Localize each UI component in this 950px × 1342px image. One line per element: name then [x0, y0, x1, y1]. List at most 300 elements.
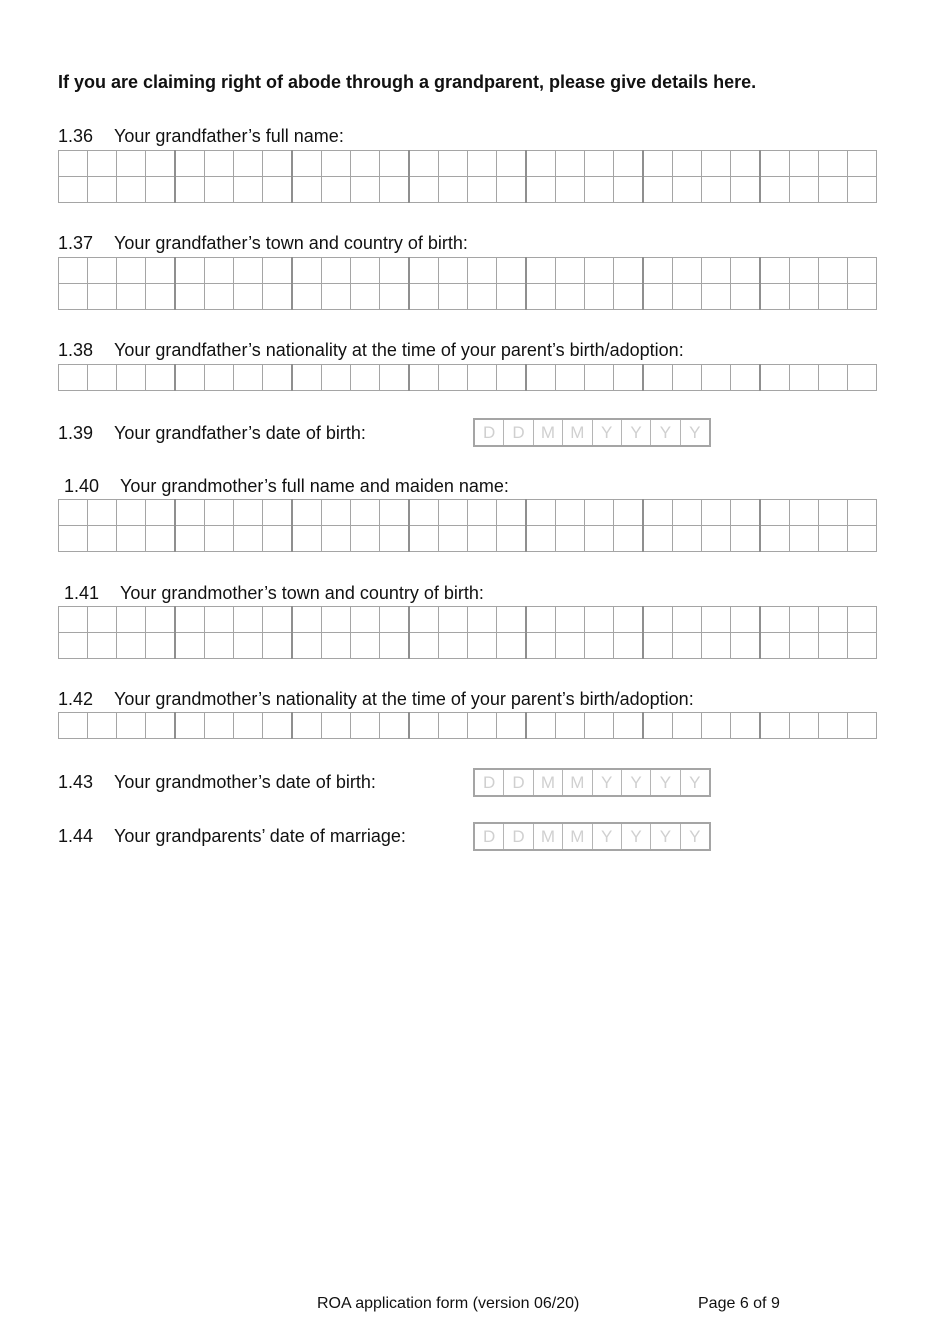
letter-cell[interactable] [205, 258, 234, 284]
grandmother-dob-field[interactable] [473, 768, 711, 797]
letter-cell[interactable] [409, 526, 439, 552]
letter-cell[interactable] [88, 258, 117, 284]
letter-cell[interactable] [731, 365, 761, 391]
letter-cell[interactable] [117, 365, 146, 391]
letter-cell[interactable] [497, 284, 527, 310]
letter-cell[interactable] [205, 151, 234, 177]
letter-cell[interactable] [790, 177, 819, 203]
letter-cell[interactable] [175, 258, 205, 284]
letter-cell[interactable] [234, 607, 263, 633]
letter-cell[interactable] [322, 607, 351, 633]
letter-cell[interactable] [848, 284, 877, 310]
letter-cell[interactable] [146, 713, 176, 739]
letter-cell[interactable] [673, 500, 702, 526]
letter-cell[interactable] [59, 713, 88, 739]
letter-cell[interactable] [322, 713, 351, 739]
letter-cell[interactable] [614, 177, 644, 203]
date-digit-cell[interactable]: D [483, 827, 496, 846]
letter-cell[interactable] [205, 284, 234, 310]
letter-cell[interactable] [585, 258, 614, 284]
letter-cell[interactable] [526, 526, 556, 552]
letter-cell[interactable] [175, 365, 205, 391]
letter-cell[interactable] [497, 258, 527, 284]
letter-cell[interactable] [585, 633, 614, 659]
grandmother-birthplace-grid[interactable] [58, 606, 877, 659]
letter-cell[interactable] [234, 284, 263, 310]
letter-cell[interactable] [614, 284, 644, 310]
letter-cell[interactable] [790, 526, 819, 552]
letter-cell[interactable] [234, 500, 263, 526]
letter-cell[interactable] [59, 607, 88, 633]
letter-cell[interactable] [88, 607, 117, 633]
letter-cell[interactable] [614, 713, 644, 739]
letter-cell[interactable] [731, 713, 761, 739]
letter-cell[interactable] [351, 151, 380, 177]
letter-cell[interactable] [643, 177, 673, 203]
letter-cell[interactable] [351, 177, 380, 203]
letter-cell[interactable] [673, 365, 702, 391]
date-digit-cell[interactable]: Y [680, 824, 709, 849]
letter-cell[interactable] [497, 713, 527, 739]
letter-cell[interactable] [585, 177, 614, 203]
letter-cell[interactable] [117, 151, 146, 177]
letter-cell[interactable] [468, 151, 497, 177]
letter-cell[interactable] [468, 365, 497, 391]
letter-cell[interactable] [585, 526, 614, 552]
letter-cell[interactable] [175, 177, 205, 203]
letter-cell[interactable] [819, 500, 848, 526]
letter-cell[interactable] [263, 258, 293, 284]
grandfather-full-name-grid[interactable] [58, 150, 877, 203]
letter-cell[interactable] [205, 500, 234, 526]
letter-cell[interactable] [468, 607, 497, 633]
letter-cell[interactable] [322, 633, 351, 659]
letter-cell[interactable] [380, 151, 410, 177]
letter-cell[interactable] [790, 500, 819, 526]
letter-cell[interactable] [117, 713, 146, 739]
letter-cell[interactable] [351, 500, 380, 526]
letter-cell[interactable] [146, 284, 176, 310]
letter-cell[interactable] [59, 526, 88, 552]
date-digit-cell[interactable]: Y [592, 770, 621, 795]
letter-cell[interactable] [263, 151, 293, 177]
letter-cell[interactable] [790, 258, 819, 284]
letter-cell[interactable] [760, 365, 790, 391]
letter-cell[interactable] [526, 633, 556, 659]
letter-cell[interactable] [234, 526, 263, 552]
letter-cell[interactable] [760, 151, 790, 177]
letter-cell[interactable] [819, 607, 848, 633]
letter-cell[interactable] [614, 526, 644, 552]
letter-cell[interactable] [263, 284, 293, 310]
letter-cell[interactable] [468, 177, 497, 203]
letter-cell[interactable] [263, 607, 293, 633]
letter-cell[interactable] [643, 713, 673, 739]
letter-cell[interactable] [556, 633, 585, 659]
letter-cell[interactable] [175, 284, 205, 310]
letter-cell[interactable] [731, 633, 761, 659]
letter-cell[interactable] [351, 633, 380, 659]
letter-cell[interactable] [673, 151, 702, 177]
letter-cell[interactable] [468, 713, 497, 739]
letter-cell[interactable] [614, 633, 644, 659]
letter-cell[interactable] [556, 365, 585, 391]
letter-cell[interactable] [731, 258, 761, 284]
letter-cell[interactable] [409, 633, 439, 659]
letter-cell[interactable] [790, 151, 819, 177]
letter-cell[interactable] [380, 713, 410, 739]
marriage-date-field[interactable] [473, 822, 711, 851]
letter-cell[interactable] [526, 177, 556, 203]
letter-cell[interactable] [819, 177, 848, 203]
letter-cell[interactable] [351, 713, 380, 739]
letter-cell[interactable] [848, 607, 877, 633]
letter-cell[interactable] [263, 177, 293, 203]
letter-cell[interactable] [263, 500, 293, 526]
letter-cell[interactable] [731, 177, 761, 203]
letter-cell[interactable] [322, 284, 351, 310]
date-digit-cell[interactable]: D [503, 770, 532, 795]
letter-cell[interactable] [146, 607, 176, 633]
date-digit-cell[interactable]: M [562, 420, 591, 445]
letter-cell[interactable] [117, 177, 146, 203]
letter-cell[interactable] [322, 526, 351, 552]
letter-cell[interactable] [643, 526, 673, 552]
letter-cell[interactable] [175, 151, 205, 177]
date-digit-cell[interactable]: Y [650, 824, 679, 849]
letter-cell[interactable] [409, 151, 439, 177]
letter-cell[interactable] [292, 607, 322, 633]
letter-cell[interactable] [292, 365, 322, 391]
letter-cell[interactable] [146, 526, 176, 552]
letter-cell[interactable] [380, 365, 410, 391]
letter-cell[interactable] [117, 258, 146, 284]
letter-cell[interactable] [819, 365, 848, 391]
letter-cell[interactable] [790, 284, 819, 310]
letter-cell[interactable] [702, 365, 731, 391]
letter-cell[interactable] [439, 284, 468, 310]
letter-cell[interactable] [556, 526, 585, 552]
date-digit-cell[interactable]: Y [621, 420, 650, 445]
letter-cell[interactable] [614, 365, 644, 391]
letter-cell[interactable] [556, 284, 585, 310]
letter-cell[interactable] [146, 151, 176, 177]
letter-cell[interactable] [702, 258, 731, 284]
date-digit-cell[interactable]: D [503, 420, 532, 445]
letter-cell[interactable] [556, 713, 585, 739]
date-digit-cell[interactable]: D [503, 824, 532, 849]
letter-cell[interactable] [380, 607, 410, 633]
letter-cell[interactable] [643, 500, 673, 526]
letter-cell[interactable] [468, 284, 497, 310]
letter-cell[interactable] [380, 500, 410, 526]
grandfather-dob-field[interactable] [473, 418, 711, 447]
letter-cell[interactable] [526, 151, 556, 177]
date-digit-cell[interactable]: M [562, 770, 591, 795]
letter-cell[interactable] [205, 365, 234, 391]
letter-cell[interactable] [643, 633, 673, 659]
date-digit-cell[interactable]: Y [592, 824, 621, 849]
letter-cell[interactable] [292, 526, 322, 552]
letter-cell[interactable] [819, 151, 848, 177]
letter-cell[interactable] [526, 713, 556, 739]
letter-cell[interactable] [146, 258, 176, 284]
letter-cell[interactable] [848, 526, 877, 552]
letter-cell[interactable] [760, 607, 790, 633]
letter-cell[interactable] [760, 713, 790, 739]
date-digit-cell[interactable]: M [562, 824, 591, 849]
letter-cell[interactable] [263, 713, 293, 739]
letter-cell[interactable] [263, 365, 293, 391]
letter-cell[interactable] [234, 151, 263, 177]
letter-cell[interactable] [673, 713, 702, 739]
letter-cell[interactable] [497, 500, 527, 526]
letter-cell[interactable] [322, 365, 351, 391]
letter-cell[interactable] [175, 633, 205, 659]
date-digit-cell[interactable]: Y [592, 420, 621, 445]
letter-cell[interactable] [760, 284, 790, 310]
date-digit-cell[interactable]: Y [680, 770, 709, 795]
letter-cell[interactable] [292, 151, 322, 177]
date-digit-cell[interactable]: Y [680, 420, 709, 445]
letter-cell[interactable] [614, 500, 644, 526]
letter-cell[interactable] [731, 500, 761, 526]
letter-cell[interactable] [673, 607, 702, 633]
letter-cell[interactable] [409, 713, 439, 739]
letter-cell[interactable] [790, 365, 819, 391]
letter-cell[interactable] [439, 177, 468, 203]
letter-cell[interactable] [88, 500, 117, 526]
letter-cell[interactable] [234, 713, 263, 739]
letter-cell[interactable] [702, 151, 731, 177]
letter-cell[interactable] [322, 500, 351, 526]
date-digit-cell[interactable]: D [483, 423, 496, 442]
letter-cell[interactable] [351, 365, 380, 391]
letter-cell[interactable] [497, 365, 527, 391]
letter-cell[interactable] [760, 633, 790, 659]
letter-cell[interactable] [146, 365, 176, 391]
letter-cell[interactable] [439, 151, 468, 177]
letter-cell[interactable] [175, 526, 205, 552]
letter-cell[interactable] [263, 526, 293, 552]
letter-cell[interactable] [643, 607, 673, 633]
letter-cell[interactable] [439, 633, 468, 659]
letter-cell[interactable] [59, 365, 88, 391]
letter-cell[interactable] [702, 713, 731, 739]
letter-cell[interactable] [526, 365, 556, 391]
date-digit-cell[interactable]: M [533, 770, 562, 795]
date-digit-cell[interactable]: Y [650, 770, 679, 795]
letter-cell[interactable] [585, 151, 614, 177]
grandmother-nationality-grid[interactable] [58, 712, 877, 739]
letter-cell[interactable] [526, 607, 556, 633]
letter-cell[interactable] [585, 500, 614, 526]
letter-cell[interactable] [731, 526, 761, 552]
letter-cell[interactable] [643, 284, 673, 310]
letter-cell[interactable] [234, 258, 263, 284]
letter-cell[interactable] [175, 500, 205, 526]
letter-cell[interactable] [760, 526, 790, 552]
letter-cell[interactable] [380, 177, 410, 203]
date-digit-cell[interactable]: M [533, 420, 562, 445]
letter-cell[interactable] [205, 526, 234, 552]
letter-cell[interactable] [117, 284, 146, 310]
letter-cell[interactable] [848, 151, 877, 177]
letter-cell[interactable] [702, 633, 731, 659]
letter-cell[interactable] [439, 258, 468, 284]
letter-cell[interactable] [351, 607, 380, 633]
letter-cell[interactable] [731, 284, 761, 310]
letter-cell[interactable] [468, 258, 497, 284]
letter-cell[interactable] [263, 633, 293, 659]
letter-cell[interactable] [585, 713, 614, 739]
letter-cell[interactable] [497, 177, 527, 203]
letter-cell[interactable] [175, 607, 205, 633]
letter-cell[interactable] [702, 284, 731, 310]
letter-cell[interactable] [59, 500, 88, 526]
letter-cell[interactable] [848, 365, 877, 391]
letter-cell[interactable] [702, 526, 731, 552]
letter-cell[interactable] [292, 713, 322, 739]
letter-cell[interactable] [88, 177, 117, 203]
letter-cell[interactable] [643, 151, 673, 177]
letter-cell[interactable] [760, 258, 790, 284]
letter-cell[interactable] [205, 633, 234, 659]
letter-cell[interactable] [819, 526, 848, 552]
letter-cell[interactable] [59, 258, 88, 284]
letter-cell[interactable] [497, 526, 527, 552]
letter-cell[interactable] [409, 607, 439, 633]
letter-cell[interactable] [526, 500, 556, 526]
letter-cell[interactable] [556, 151, 585, 177]
letter-cell[interactable] [643, 258, 673, 284]
letter-cell[interactable] [819, 713, 848, 739]
letter-cell[interactable] [380, 633, 410, 659]
letter-cell[interactable] [643, 365, 673, 391]
letter-cell[interactable] [819, 633, 848, 659]
date-digit-cell[interactable]: M [533, 824, 562, 849]
letter-cell[interactable] [409, 500, 439, 526]
letter-cell[interactable] [556, 177, 585, 203]
letter-cell[interactable] [497, 607, 527, 633]
grandmother-full-name-grid[interactable] [58, 499, 877, 552]
letter-cell[interactable] [497, 151, 527, 177]
letter-cell[interactable] [585, 607, 614, 633]
letter-cell[interactable] [205, 177, 234, 203]
letter-cell[interactable] [409, 177, 439, 203]
letter-cell[interactable] [790, 713, 819, 739]
letter-cell[interactable] [673, 633, 702, 659]
letter-cell[interactable] [322, 177, 351, 203]
letter-cell[interactable] [234, 177, 263, 203]
letter-cell[interactable] [556, 607, 585, 633]
letter-cell[interactable] [88, 713, 117, 739]
letter-cell[interactable] [380, 526, 410, 552]
grandfather-nationality-grid[interactable] [58, 364, 877, 391]
letter-cell[interactable] [673, 284, 702, 310]
letter-cell[interactable] [702, 607, 731, 633]
letter-cell[interactable] [468, 500, 497, 526]
letter-cell[interactable] [234, 633, 263, 659]
letter-cell[interactable] [585, 284, 614, 310]
letter-cell[interactable] [439, 365, 468, 391]
letter-cell[interactable] [205, 713, 234, 739]
letter-cell[interactable] [117, 607, 146, 633]
letter-cell[interactable] [234, 365, 263, 391]
letter-cell[interactable] [731, 607, 761, 633]
grandfather-birthplace-grid[interactable] [58, 257, 877, 310]
letter-cell[interactable] [146, 500, 176, 526]
letter-cell[interactable] [848, 633, 877, 659]
letter-cell[interactable] [59, 177, 88, 203]
letter-cell[interactable] [88, 151, 117, 177]
letter-cell[interactable] [702, 177, 731, 203]
letter-cell[interactable] [59, 284, 88, 310]
letter-cell[interactable] [88, 365, 117, 391]
letter-cell[interactable] [292, 177, 322, 203]
letter-cell[interactable] [146, 177, 176, 203]
letter-cell[interactable] [497, 633, 527, 659]
letter-cell[interactable] [292, 500, 322, 526]
letter-cell[interactable] [409, 365, 439, 391]
letter-cell[interactable] [351, 526, 380, 552]
letter-cell[interactable] [88, 633, 117, 659]
letter-cell[interactable] [351, 258, 380, 284]
letter-cell[interactable] [526, 258, 556, 284]
letter-cell[interactable] [409, 284, 439, 310]
letter-cell[interactable] [175, 713, 205, 739]
letter-cell[interactable] [292, 633, 322, 659]
date-digit-cell[interactable]: D [483, 773, 496, 792]
letter-cell[interactable] [439, 713, 468, 739]
letter-cell[interactable] [322, 258, 351, 284]
letter-cell[interactable] [731, 151, 761, 177]
letter-cell[interactable] [848, 258, 877, 284]
letter-cell[interactable] [673, 526, 702, 552]
letter-cell[interactable] [117, 526, 146, 552]
letter-cell[interactable] [117, 500, 146, 526]
letter-cell[interactable] [848, 177, 877, 203]
letter-cell[interactable] [819, 284, 848, 310]
letter-cell[interactable] [205, 607, 234, 633]
letter-cell[interactable] [439, 607, 468, 633]
date-digit-cell[interactable]: Y [621, 770, 650, 795]
letter-cell[interactable] [790, 633, 819, 659]
letter-cell[interactable] [146, 633, 176, 659]
letter-cell[interactable] [848, 500, 877, 526]
letter-cell[interactable] [380, 284, 410, 310]
letter-cell[interactable] [848, 713, 877, 739]
letter-cell[interactable] [117, 633, 146, 659]
date-digit-cell[interactable]: Y [650, 420, 679, 445]
letter-cell[interactable] [59, 633, 88, 659]
letter-cell[interactable] [614, 151, 644, 177]
letter-cell[interactable] [59, 151, 88, 177]
letter-cell[interactable] [673, 177, 702, 203]
letter-cell[interactable] [409, 258, 439, 284]
letter-cell[interactable] [790, 607, 819, 633]
letter-cell[interactable] [439, 500, 468, 526]
letter-cell[interactable] [468, 526, 497, 552]
letter-cell[interactable] [322, 151, 351, 177]
letter-cell[interactable] [614, 607, 644, 633]
letter-cell[interactable] [702, 500, 731, 526]
letter-cell[interactable] [439, 526, 468, 552]
letter-cell[interactable] [292, 258, 322, 284]
letter-cell[interactable] [614, 258, 644, 284]
letter-cell[interactable] [585, 365, 614, 391]
letter-cell[interactable] [468, 633, 497, 659]
